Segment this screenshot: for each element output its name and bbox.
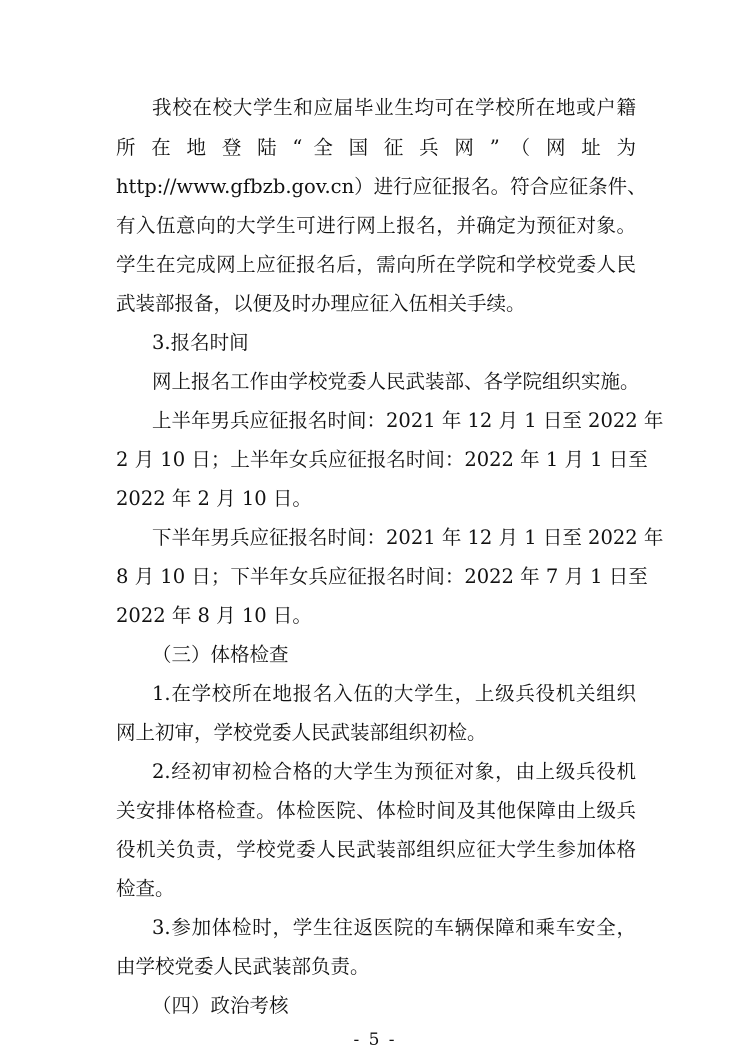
paragraph-line: 3.参加体检时，学生往返医院的车辆保障和乘车安全， — [152, 916, 636, 939]
paragraph-line: 网上报名工作由学校党委人民武装部、各学院组织实施。 — [152, 370, 640, 393]
paragraph-line: 由学校党委人民武装部负责。 — [116, 955, 370, 978]
paragraph-line: 关安排体格检查。体检医院、体检时间及其他保障由上级兵 — [116, 799, 636, 822]
paragraph-line: 上半年男兵应征报名时间：2021 年 12 月 1 日至 2022 年 — [152, 409, 664, 432]
paragraph-line: http://www.gfbzb.gov.cn）进行应征报名。符合应征条件、 — [116, 175, 647, 198]
paragraph-line: 2022 年 2 月 10 日。 — [116, 487, 312, 510]
section-title-physical-exam: （三）体格检查 — [152, 643, 289, 666]
paragraph-line: 2022 年 8 月 10 日。 — [116, 604, 312, 627]
section-title-political-review: （四）政治考核 — [152, 994, 289, 1017]
paragraph-line: 1.在学校所在地报名入伍的大学生，上级兵役机关组织 — [152, 682, 636, 705]
paragraph-line: 下半年男兵应征报名时间：2021 年 12 月 1 日至 2022 年 — [152, 526, 664, 549]
paragraph-line: 检查。 — [116, 877, 175, 900]
paragraph-line: 网上初审，学校党委人民武装部组织初检。 — [116, 721, 487, 744]
paragraph-line: 武装部报备，以便及时办理应征入伍相关手续。 — [116, 292, 526, 315]
page-number: - 5 - — [353, 1030, 397, 1050]
paragraph-line: 学生在完成网上应征报名后，需向所在学院和学校党委人民 — [116, 253, 636, 276]
paragraph-line: 2.经初审初检合格的大学生为预征对象，由上级兵役机 — [152, 760, 636, 783]
paragraph-line: 所 在 地 登 陆 “ 全 国 征 兵 网 ” （ 网 址 为 — [116, 136, 636, 159]
paragraph-line: 我校在校大学生和应届毕业生均可在学校所在地或户籍 — [152, 96, 636, 119]
paragraph-line: 2 月 10 日；上半年女兵应征报名时间：2022 年 1 月 1 日至 — [116, 448, 648, 471]
paragraph-line: 有入伍意向的大学生可进行网上报名，并确定为预征对象。 — [116, 214, 636, 237]
subheading-registration-time: 3.报名时间 — [152, 331, 249, 354]
paragraph-line: 8 月 10 日；下半年女兵应征报名时间：2022 年 7 月 1 日至 — [116, 565, 648, 588]
paragraph-line: 役机关负责，学校党委人民武装部组织应征大学生参加体格 — [116, 838, 636, 861]
